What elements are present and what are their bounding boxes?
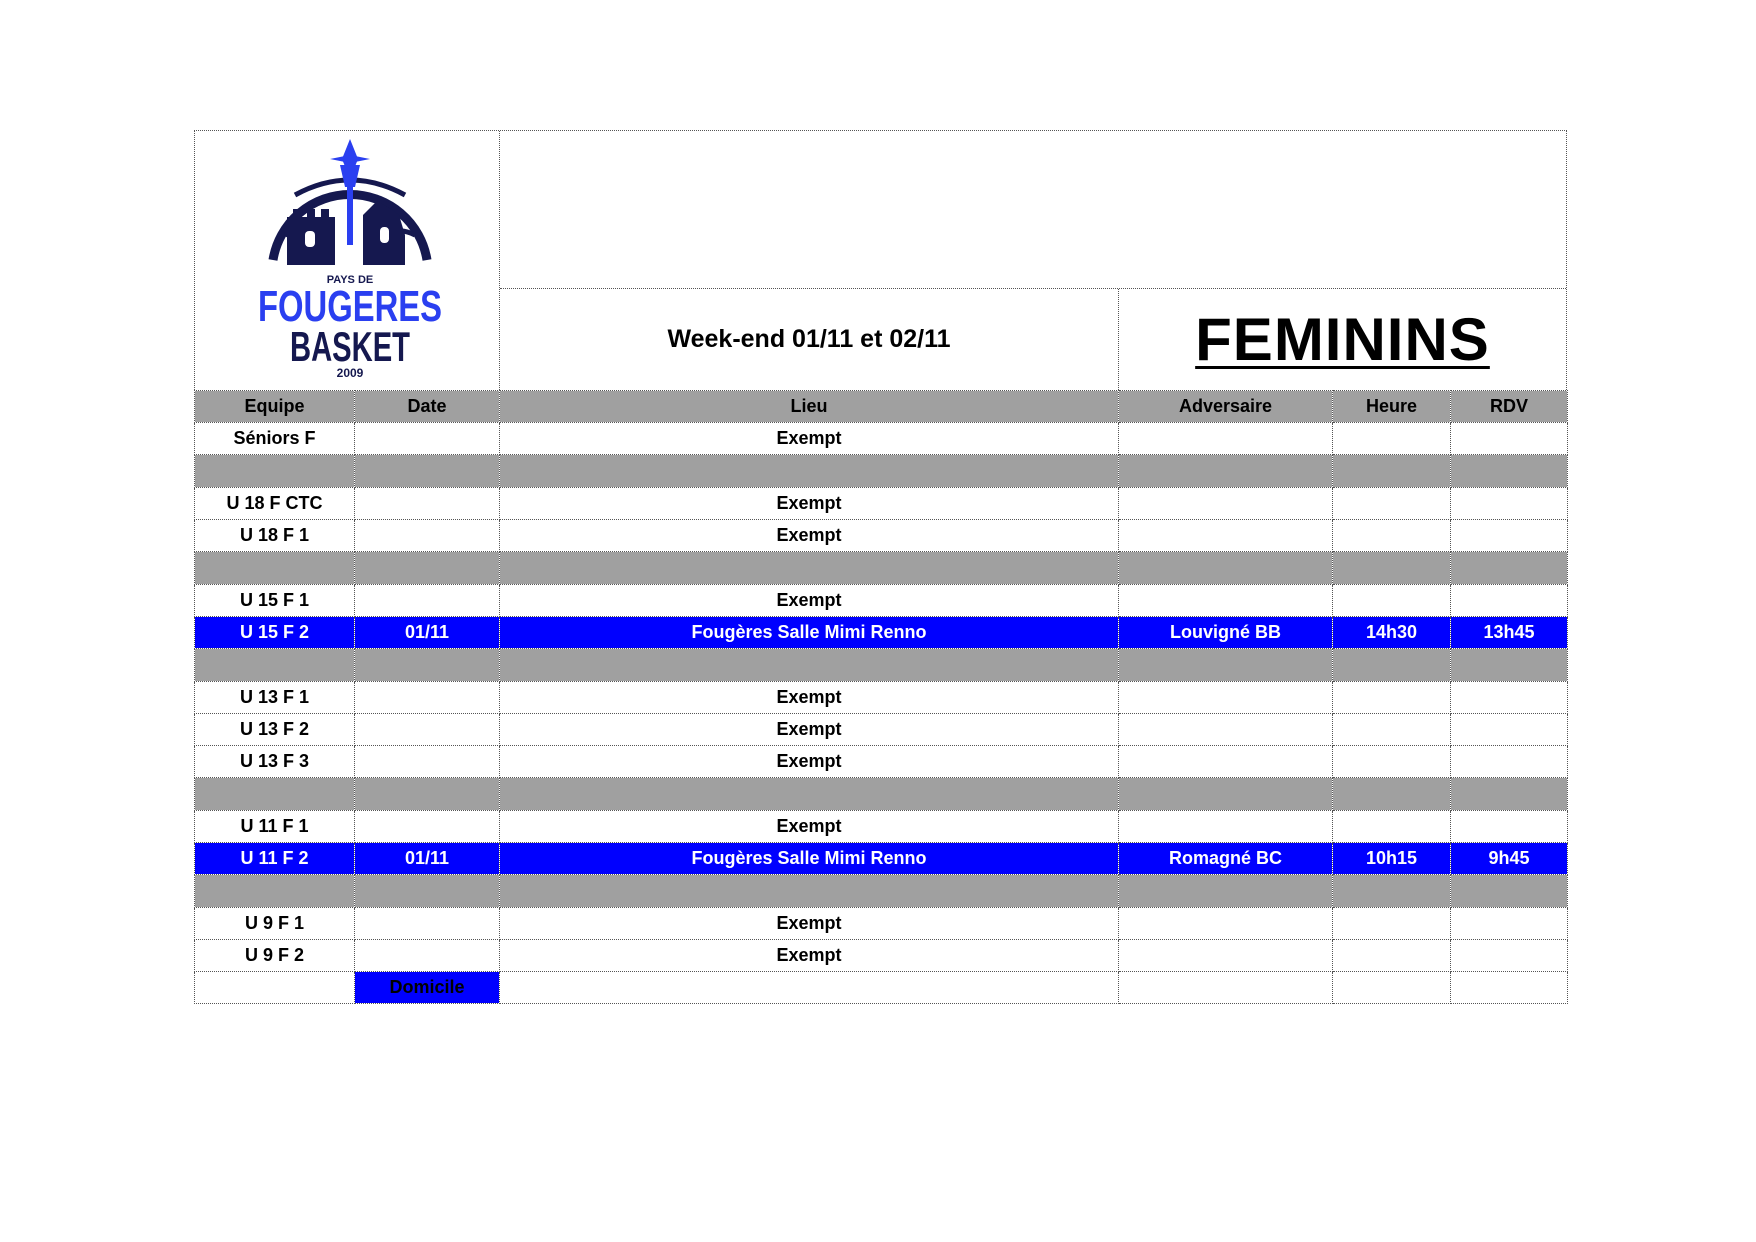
- cell-equipe: U 13 F 1: [195, 682, 355, 714]
- cell-heure: [1333, 488, 1451, 520]
- svg-text:2009: 2009: [336, 366, 364, 380]
- table-row: [195, 746, 1568, 778]
- cell-rdv: [1451, 585, 1568, 617]
- cell-heure: [1333, 940, 1451, 972]
- legend-row: [195, 972, 1568, 1004]
- cell-adversaire: [1119, 940, 1333, 972]
- separator-row: [195, 649, 1568, 682]
- cell-rdv: [1451, 714, 1568, 746]
- cell-adversaire: [1119, 714, 1333, 746]
- cell-rdv: [1451, 520, 1568, 552]
- cell-adversaire: Louvigné BB: [1119, 617, 1333, 649]
- cell-lieu: Exempt: [500, 940, 1119, 972]
- weekend-label: Week-end 01/11 et 02/11: [500, 289, 1119, 390]
- title-cell: [1119, 289, 1566, 390]
- svg-text:PAYS DE: PAYS DE: [326, 274, 374, 286]
- cell-lieu: Exempt: [500, 520, 1119, 552]
- page-title: FEMININS: [1195, 306, 1490, 373]
- cell-lieu: Exempt: [500, 488, 1119, 520]
- cell-adversaire: [1119, 811, 1333, 843]
- cell-heure: [1333, 423, 1451, 455]
- cell-heure: [1333, 682, 1451, 714]
- cell-date: 01/11: [355, 617, 500, 649]
- cell-equipe: Séniors F: [195, 423, 355, 455]
- cell-rdv: [1451, 488, 1568, 520]
- cell-heure: [1333, 908, 1451, 940]
- cell-adversaire: Romagné BC: [1119, 843, 1333, 875]
- cell-equipe: U 9 F 1: [195, 908, 355, 940]
- schedule-sheet: [194, 130, 1567, 1004]
- table-row: [195, 908, 1568, 940]
- cell-adversaire: [1119, 488, 1333, 520]
- separator-row: [195, 552, 1568, 585]
- cell-lieu: Exempt: [500, 423, 1119, 455]
- cell-date: [355, 811, 500, 843]
- club-logo-icon: [255, 135, 445, 380]
- cell-date: 01/11: [355, 843, 500, 875]
- cell-date: [355, 746, 500, 778]
- cell-date: [355, 488, 500, 520]
- cell-lieu: Exempt: [500, 714, 1119, 746]
- table-row: [195, 488, 1568, 520]
- cell-date: [355, 940, 500, 972]
- cell-lieu: Exempt: [500, 682, 1119, 714]
- separator-row: [195, 875, 1568, 908]
- svg-text:BASKET: BASKET: [290, 323, 411, 370]
- header-blank-cell: [500, 131, 1566, 289]
- cell-rdv: 9h45: [1451, 843, 1568, 875]
- table-row: [195, 585, 1568, 617]
- cell-rdv: 13h45: [1451, 617, 1568, 649]
- cell-date: [355, 520, 500, 552]
- cell-rdv: [1451, 746, 1568, 778]
- cell-adversaire: [1119, 908, 1333, 940]
- cell-heure: [1333, 746, 1451, 778]
- table-header-row: [195, 391, 1568, 423]
- cell-lieu: Fougères Salle Mimi Renno: [500, 617, 1119, 649]
- cell-adversaire: [1119, 423, 1333, 455]
- cell-heure: [1333, 714, 1451, 746]
- cell-equipe: U 15 F 1: [195, 585, 355, 617]
- cell-lieu: Exempt: [500, 908, 1119, 940]
- cell-rdv: [1451, 811, 1568, 843]
- cell-equipe: U 11 F 2: [195, 843, 355, 875]
- schedule-table: [194, 390, 1568, 1004]
- cell-date: [355, 423, 500, 455]
- col-header-date: Date: [355, 391, 500, 423]
- cell-heure: [1333, 520, 1451, 552]
- col-header-lieu: Lieu: [500, 391, 1119, 423]
- cell-adversaire: [1119, 585, 1333, 617]
- table-row: [195, 940, 1568, 972]
- cell-date: [355, 682, 500, 714]
- cell-heure: [1333, 811, 1451, 843]
- domicile-legend: Domicile: [355, 972, 500, 1004]
- table-row: [195, 520, 1568, 552]
- col-header-rdv: RDV: [1451, 391, 1568, 423]
- separator-row: [195, 778, 1568, 811]
- cell-lieu: Fougères Salle Mimi Renno: [500, 843, 1119, 875]
- svg-text:FOUGERES: FOUGERES: [258, 282, 442, 331]
- sheet-header: [194, 130, 1567, 390]
- cell-rdv: [1451, 908, 1568, 940]
- cell-equipe: U 18 F 1: [195, 520, 355, 552]
- cell-lieu: Exempt: [500, 746, 1119, 778]
- cell-heure: 10h15: [1333, 843, 1451, 875]
- cell-adversaire: [1119, 682, 1333, 714]
- home-game-row: [195, 617, 1568, 649]
- cell-date: [355, 908, 500, 940]
- cell-heure: 14h30: [1333, 617, 1451, 649]
- cell-equipe: U 18 F CTC: [195, 488, 355, 520]
- cell-equipe: U 13 F 2: [195, 714, 355, 746]
- table-row: [195, 714, 1568, 746]
- cell-rdv: [1451, 940, 1568, 972]
- separator-row: [195, 455, 1568, 488]
- cell-equipe: U 9 F 2: [195, 940, 355, 972]
- cell-rdv: [1451, 682, 1568, 714]
- cell-equipe: U 15 F 2: [195, 617, 355, 649]
- cell-date: [355, 585, 500, 617]
- cell-rdv: [1451, 423, 1568, 455]
- table-row: [195, 682, 1568, 714]
- cell-lieu: Exempt: [500, 811, 1119, 843]
- cell-adversaire: [1119, 520, 1333, 552]
- logo-cell: [195, 131, 500, 390]
- cell-date: [355, 714, 500, 746]
- col-header-adversaire: Adversaire: [1119, 391, 1333, 423]
- col-header-heure: Heure: [1333, 391, 1451, 423]
- home-game-row: [195, 843, 1568, 875]
- cell-equipe: U 11 F 1: [195, 811, 355, 843]
- cell-adversaire: [1119, 746, 1333, 778]
- cell-heure: [1333, 585, 1451, 617]
- cell-lieu: Exempt: [500, 585, 1119, 617]
- cell-equipe: U 13 F 3: [195, 746, 355, 778]
- col-header-equipe: Equipe: [195, 391, 355, 423]
- table-row: [195, 811, 1568, 843]
- table-row: [195, 423, 1568, 455]
